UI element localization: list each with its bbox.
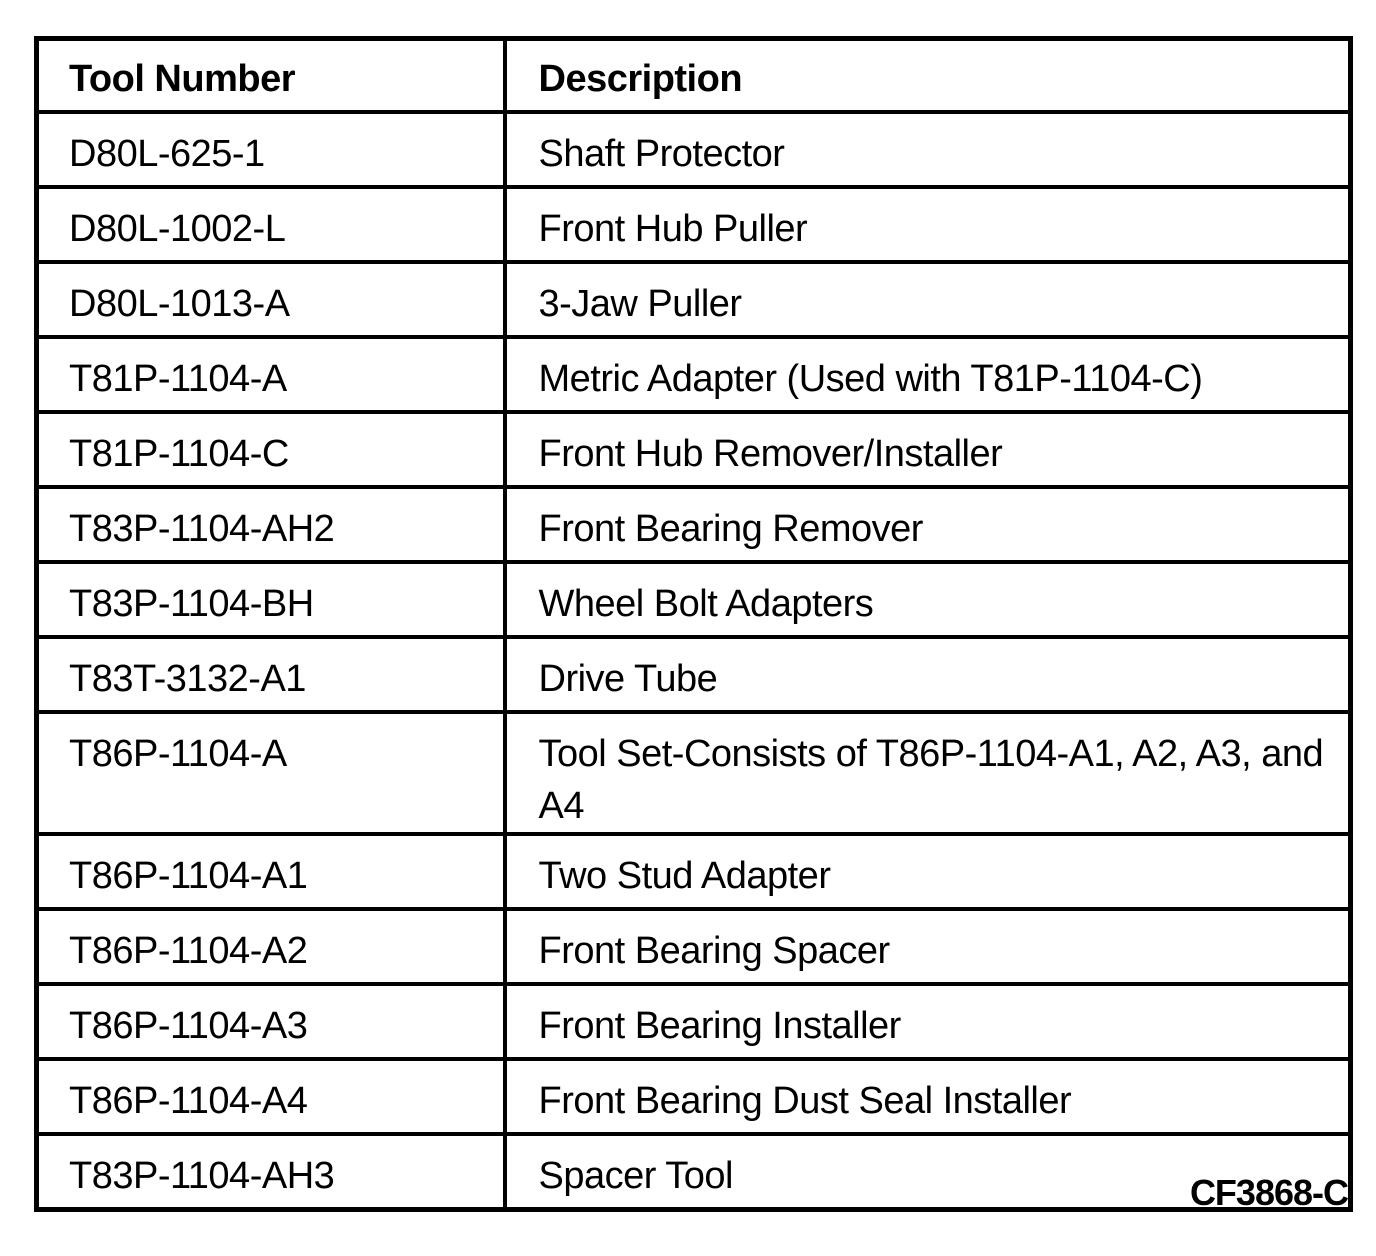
table-row: [37, 187, 1351, 262]
tool-number-cell: T81P-1104-A: [37, 337, 505, 412]
description-cell: Front Hub Puller: [505, 187, 1351, 262]
tool-number-cell: T83P-1104-AH2: [37, 487, 505, 562]
table-row: [37, 909, 1351, 984]
tool-number-cell: T83P-1104-AH3: [37, 1134, 505, 1210]
table-row: [37, 262, 1351, 337]
description-column-header: Description: [505, 39, 1351, 113]
description-cell: Front Bearing Installer: [505, 984, 1351, 1059]
special-tools-table: [34, 36, 1353, 1212]
tool-number-column-header: Tool Number: [37, 39, 505, 113]
table-row: [37, 637, 1351, 712]
tool-number-cell: T86P-1104-A2: [37, 909, 505, 984]
table-row: [37, 562, 1351, 637]
tool-number-cell: D80L-1013-A: [37, 262, 505, 337]
table-row: [37, 834, 1351, 909]
description-cell: Wheel Bolt Adapters: [505, 562, 1351, 637]
tool-number-cell: T86P-1104-A3: [37, 984, 505, 1059]
description-cell: 3-Jaw Puller: [505, 262, 1351, 337]
table-row: [37, 1134, 1351, 1210]
description-cell: Metric Adapter (Used with T81P-1104-C): [505, 337, 1351, 412]
tool-number-cell: T86P-1104-A: [37, 712, 505, 834]
description-cell: Front Hub Remover/Installer: [505, 412, 1351, 487]
description-cell: Front Bearing Spacer: [505, 909, 1351, 984]
table-row: [37, 112, 1351, 187]
tool-number-cell: T86P-1104-A4: [37, 1059, 505, 1134]
tool-number-cell: T81P-1104-C: [37, 412, 505, 487]
table-row: [37, 984, 1351, 1059]
tool-number-cell: T83T-3132-A1: [37, 637, 505, 712]
tool-number-cell: T86P-1104-A1: [37, 834, 505, 909]
table-row: [37, 1059, 1351, 1134]
tool-number-cell: T83P-1104-BH: [37, 562, 505, 637]
description-cell: Front Bearing Dust Seal Installer: [505, 1059, 1351, 1134]
table-header-row: [37, 39, 1351, 113]
tool-number-cell: D80L-1002-L: [37, 187, 505, 262]
description-cell: Two Stud Adapter: [505, 834, 1351, 909]
figure-id-label: CF3868-C: [1189, 1172, 1348, 1213]
table-row: [37, 337, 1351, 412]
tool-number-cell: D80L-625-1: [37, 112, 505, 187]
table-row: [37, 712, 1351, 834]
table-row: [37, 487, 1351, 562]
description-cell: Spacer Tool: [505, 1134, 1351, 1210]
description-cell: Drive Tube: [505, 637, 1351, 712]
description-cell: Front Bearing Remover: [505, 487, 1351, 562]
description-cell: Tool Set-Consists of T86P-1104-A1, A2, A3, and A4: [505, 712, 1351, 834]
table-row: [37, 412, 1351, 487]
description-cell: Shaft Protector: [505, 112, 1351, 187]
